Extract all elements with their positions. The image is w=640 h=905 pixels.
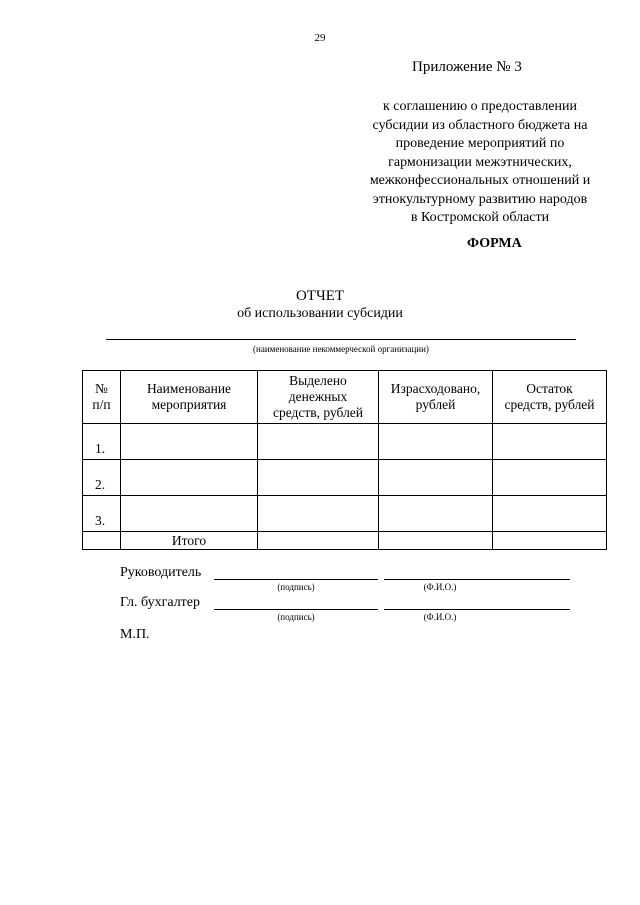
col-header-spent: Израсходовано, рублей (379, 371, 493, 424)
col-header-remainder: Остаток средств, рублей (493, 371, 607, 424)
page-number: 29 (314, 32, 326, 44)
row-number: 3. (83, 496, 121, 532)
table-row (83, 496, 607, 532)
org-name-field[interactable] (106, 339, 576, 340)
head-signature-field[interactable] (214, 579, 378, 580)
total-label: Итого (121, 532, 258, 550)
accountant-name-caption: (Ф.И.О.) (423, 612, 457, 622)
agreement-reference (355, 98, 605, 228)
agreement-line: проведение мероприятий по (395, 136, 565, 151)
remainder-cell[interactable] (493, 496, 607, 532)
event-name-cell[interactable] (121, 424, 258, 460)
head-label: Руководитель (120, 565, 202, 580)
head-name-caption: (Ф.И.О.) (423, 582, 457, 592)
total-spent-cell[interactable] (379, 532, 493, 550)
remainder-cell[interactable] (493, 460, 607, 496)
col-header-allocated: Выделено денежных средств, рублей (258, 371, 379, 424)
agreement-line: этнокультурному развитию народов (372, 191, 588, 207)
accountant-signature-caption: (подпись) (277, 612, 315, 622)
head-signature-caption: (подпись) (277, 582, 315, 592)
row-number: 2. (83, 460, 121, 496)
table-row (83, 460, 607, 496)
spent-cell[interactable] (379, 460, 493, 496)
agreement-line: гармонизации межэтнических, (388, 154, 572, 170)
allocated-cell[interactable] (258, 424, 379, 460)
spent-cell[interactable] (379, 424, 493, 460)
head-name-field[interactable] (384, 579, 570, 580)
remainder-cell[interactable] (493, 424, 607, 460)
event-name-cell[interactable] (121, 496, 258, 532)
org-name-caption: (наименование некоммерческой организации) (253, 344, 429, 354)
col-header-number: № п/п (83, 371, 121, 424)
report-table (82, 370, 607, 550)
accountant-name-field[interactable] (384, 609, 570, 610)
appendix-title: Приложение № 3 (412, 59, 522, 75)
agreement-line: субсидии из областного бюджета на (372, 117, 588, 133)
accountant-label: Гл. бухгалтер (120, 595, 201, 610)
report-title: ОТЧЕТ (295, 288, 345, 304)
stamp-place: М.П. (120, 627, 150, 642)
total-remainder-cell[interactable] (493, 532, 607, 550)
spent-cell[interactable] (379, 496, 493, 532)
event-name-cell[interactable] (121, 460, 258, 496)
col-header-event-name: Наименование мероприятия (121, 371, 258, 424)
total-number-cell (83, 532, 121, 550)
report-subtitle: об использовании субсидии (237, 306, 403, 321)
row-number: 1. (83, 424, 121, 460)
agreement-line: в Костромской области (410, 210, 550, 225)
allocated-cell[interactable] (258, 460, 379, 496)
total-row (83, 532, 607, 550)
agreement-line: межконфессиональных отношений и (369, 173, 591, 188)
table-header-row (83, 371, 607, 424)
agreement-line: к соглашению о предоставлении (383, 99, 577, 114)
accountant-signature-field[interactable] (214, 609, 378, 610)
allocated-cell[interactable] (258, 496, 379, 532)
form-label: ФОРМА (467, 236, 522, 251)
table-row (83, 424, 607, 460)
total-allocated-cell[interactable] (258, 532, 379, 550)
